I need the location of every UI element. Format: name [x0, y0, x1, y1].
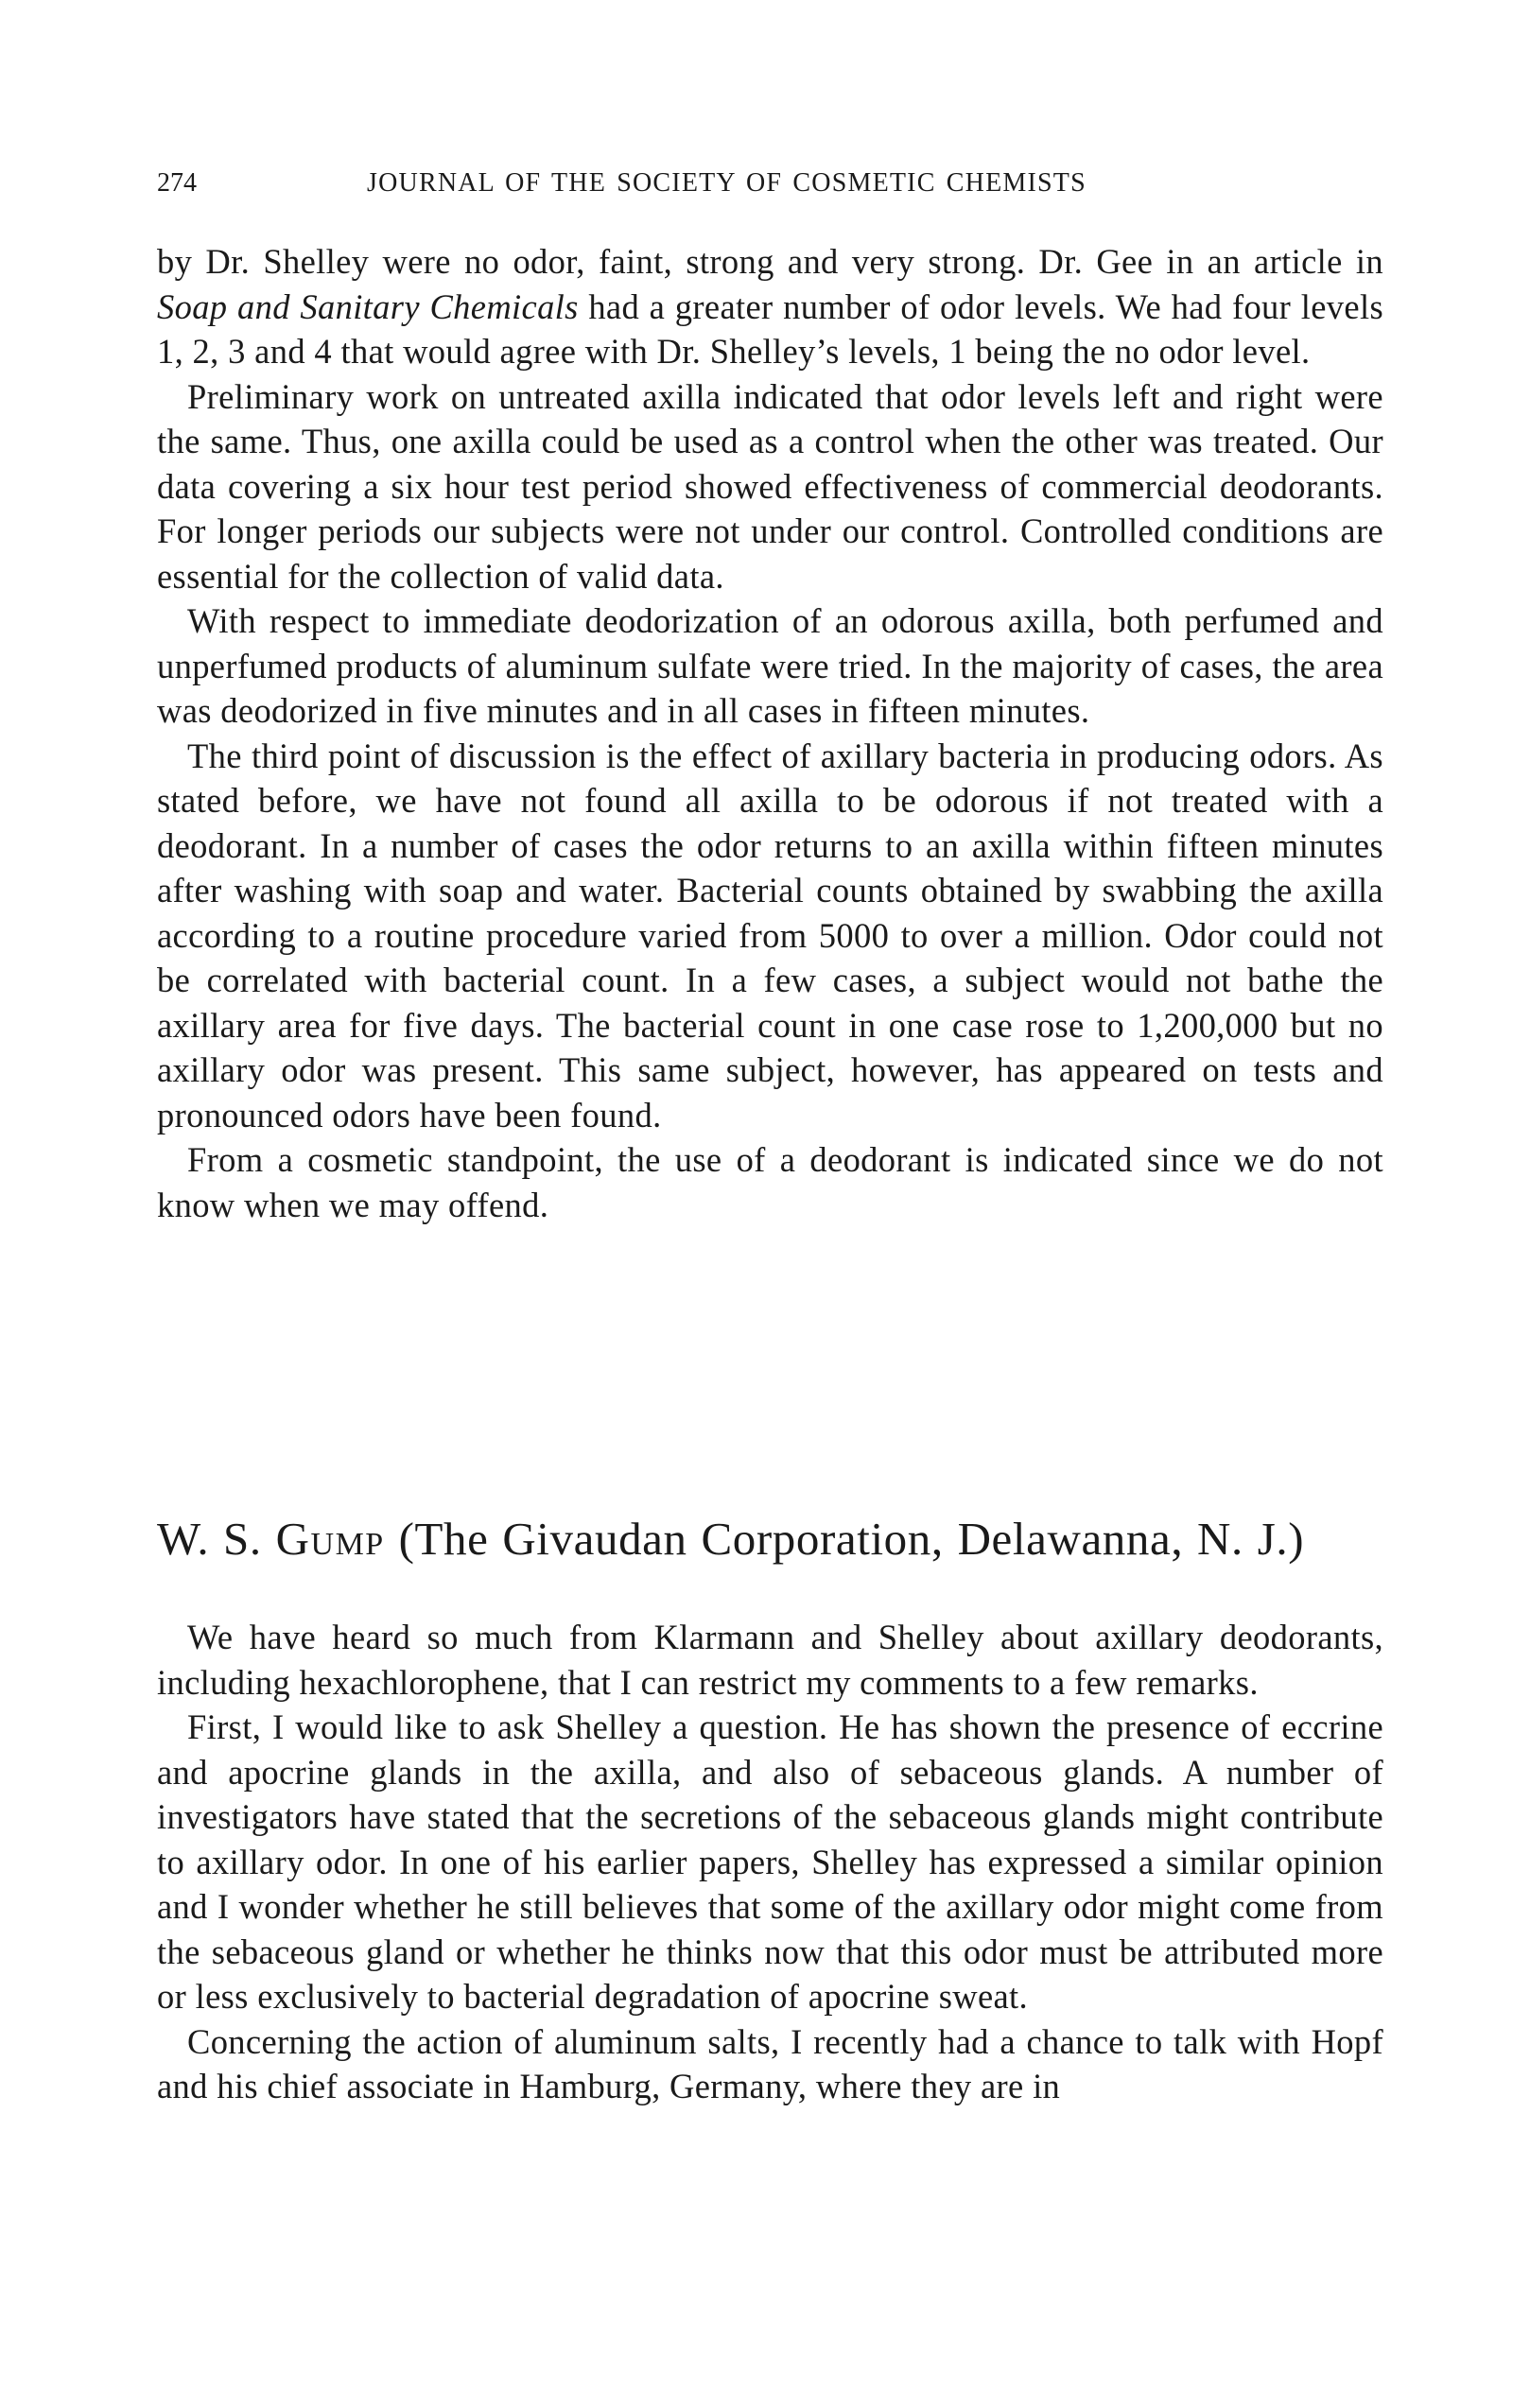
- paragraph-text: With respect to immediate deodorization of an odorous axilla, both perfumed and unperfumed products of aluminum sulfate were tried. In the majority of cases, the area was deodorized in five minutes and in all cases in fifteen minutes.: [157, 601, 1383, 730]
- paragraph-text: First, I would like to ask Shelley a question. He has shown the presence of eccrine and apocrine glands in the axilla, and also of sebaceous glands. A number of investigators have stated that the secretions of the sebaceous glands might contribute to axillary odor. In one of his earlier papers, Shelley has expressed a similar opinion and I wonder whether he still believes that some of the axillary odor might come from the sebaceous gland or whether he thinks now that this odor must be attributed more or less exclusively to bacterial degradation of apocrine sweat.: [157, 1707, 1383, 2016]
- paragraph-text: by Dr. Shelley were no odor, faint, strong and very strong. Dr. Gee in an article in: [157, 242, 1383, 281]
- paragraph-question-to-shelley: [157, 1705, 1383, 2019]
- paragraph-aluminum-salts: [157, 2019, 1383, 2109]
- paragraph-axillary-bacteria: [157, 734, 1383, 1138]
- journal-name-italic: Soap and Sanitary Chemicals: [157, 286, 579, 326]
- speaker-heading: [157, 1511, 1383, 1568]
- discussion-section-gump: [157, 1615, 1383, 2109]
- speaker-surname: Gump: [275, 1513, 385, 1565]
- paragraph-preliminary-work: [157, 374, 1383, 599]
- page-number: 274: [157, 168, 197, 198]
- speaker-initials: W. S.: [157, 1513, 262, 1565]
- running-head: [157, 166, 1383, 204]
- paragraph-klarmann-shelley: [157, 1615, 1383, 1705]
- paragraph-text: The third point of discussion is the effect of axillary bacteria in producing odors. As stated before, we have not found all axilla to be odorous if not treated with a deodorant. In a number of cases the odor returns to an axilla within fifteen minutes after washing with soap and water. Bacterial counts obtained by swabbing the axilla according to a routine procedure varied from 5000 to over a million. Odor could not be correlated with bacterial count. In a few cases, a subject would not bathe the axillary area for five days. The bacterial count in one case rose to 1,200,000 but no axillary odor was present. This same subject, however, has appeared on tests and pronounced odors have been found.: [157, 736, 1383, 1135]
- paragraph-text: Preliminary work on untreated axilla indicated that odor levels left and right were the same. Thus, one axilla could be used as a control when the other was treated. Our data covering a six hour test period showed effectiveness of commercial deodorants. For longer periods our subjects were not under our control. Controlled conditions are essential for the collection of valid data.: [157, 376, 1383, 596]
- paragraph-immediate-deodorization: [157, 598, 1383, 734]
- paragraph-cosmetic-standpoint: [157, 1137, 1383, 1227]
- speaker-affiliation: (The Givaudan Corporation, Delawanna, N. J.): [398, 1513, 1305, 1565]
- paragraph-text: From a cosmetic standpoint, the use of a deodorant is indicated since we do not know when we may offend.: [157, 1140, 1383, 1224]
- paragraph-text: We have heard so much from Klarmann and Shelley about axillary deodorants, including hexachlorophene, that I can restrict my comments to a few remarks.: [157, 1618, 1383, 1702]
- discussion-section-previous-speaker: [157, 239, 1383, 1227]
- paragraph-odor-levels: [157, 239, 1383, 374]
- paragraph-text: Concerning the action of aluminum salts, I recently had a chance to talk with Hopf and his chief associate in Hamburg, Germany, where they are in: [157, 2021, 1383, 2105]
- journal-title: JOURNAL OF THE SOCIETY OF COSMETIC CHEMISTS: [367, 168, 1087, 198]
- paragraph-text: had a greater number of odor levels. We had four levels 1, 2, 3 and 4 that would agree with Dr. Shelley’s levels, 1 being the no odor level.: [157, 286, 1383, 371]
